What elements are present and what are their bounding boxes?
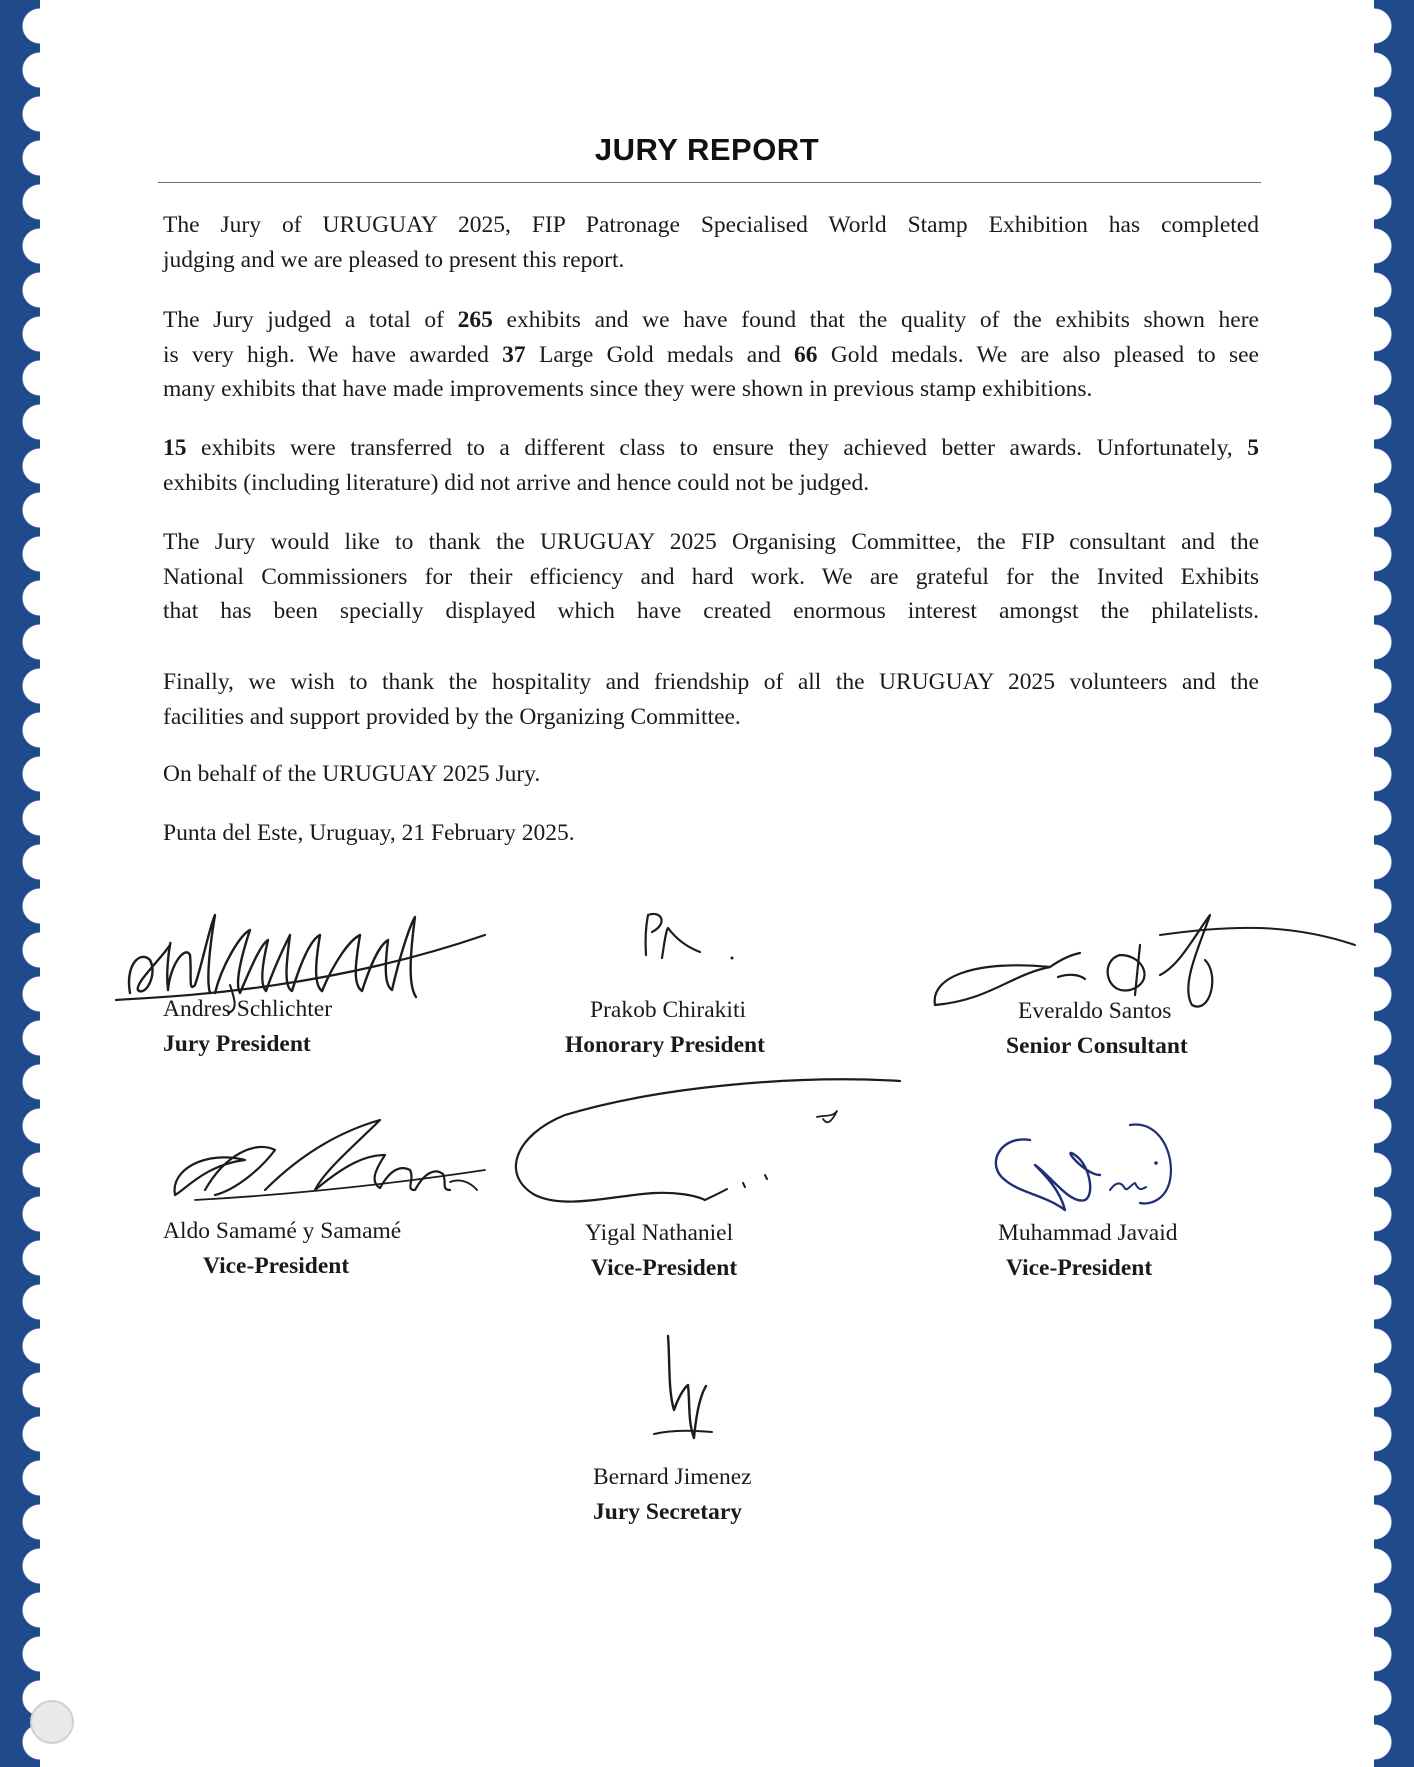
closing-line [163,757,1259,792]
paragraph-line [163,431,1259,466]
stamp-perforation-border-right [1374,0,1414,1767]
text-run: exhibits and we have found that the quality of the exhibits shown here [492,307,1259,333]
transferred-count: 15 [163,435,187,461]
signatory-name: Aldo Samamé y Samamé [163,1218,402,1244]
signatory-name: Andres Schlichter [163,996,333,1022]
document-title: JURY REPORT [594,132,820,167]
paragraph-line: judging and we are pleased to present this report. [163,246,625,273]
signatory-role: Jury Secretary [593,1499,742,1525]
paragraph-line [163,338,1259,373]
paragraph-thanks [163,525,1259,629]
paragraph-line: facilities and support provided by the Organizing Committee. [163,703,741,730]
large-gold-count: 37 [502,341,526,368]
paragraph-line [163,303,1259,338]
signature-muhammad-javaid [990,1115,1190,1225]
signatory-role: Jury President [163,1031,311,1057]
paragraph-line: exhibits (including literature) did not arrive and hence could not be judged. [163,469,870,496]
text-run: exhibits were transferred to a different class to ensure they achieved better awards. Unfortunately, [186,435,1248,461]
signature-yigal-nathaniel [505,1075,905,1215]
corner-watermark-icon [30,1700,74,1744]
paragraph-line: that has been specially displayed which have created enormous interest amongst the philatelists. [163,598,1259,624]
stamp-perforation-border-left [0,0,40,1767]
place-and-date [163,816,1259,851]
paragraph-hospitality [163,665,1259,734]
text-run: is very high. We have awarded [163,341,503,368]
gold-count: 66 [794,341,818,368]
paragraph-transfers [163,431,1259,500]
paragraph-line: Punta del Este, Uruguay, 21 February 2025. [163,820,575,846]
signature-aldo-samame [165,1110,495,1220]
signatory-name: Prakob Chirakiti [590,997,746,1023]
signatory-name: Yigal Nathaniel [585,1220,734,1246]
signatory-name: Everaldo Santos [1018,998,1172,1024]
paragraph-line: The Jury of URUGUAY 2025, FIP Patronage Specialised World Stamp Exhibition has completed [163,212,1259,238]
not-arrived-count: 5 [1247,435,1259,461]
signatory-role: Vice-President [591,1255,738,1281]
paragraph-line: On behalf of the URUGUAY 2025 Jury. [163,761,541,787]
paragraph-completion [163,208,1259,277]
signatory-name: Muhammad Javaid [998,1220,1178,1246]
text-run: Large Gold medals and [525,341,795,368]
paragraph-line: Finally, we wish to thank the hospitality and friendship of all the URUGUAY 2025 volunteers and the [163,669,1259,695]
title-divider [158,182,1261,183]
paragraph-line: National Commissioners for their efficiency and hard work. We are grateful for the Invited Exhibits [163,563,1259,590]
paragraph-line: many exhibits that have made improvements since they were shown in previous stamp exhibitions. [163,376,1093,402]
signatory-role: Vice-President [1006,1255,1153,1281]
signatory-name: Bernard Jimenez [593,1464,752,1490]
text-run: Gold medals. We are also pleased to see [817,341,1259,368]
signatory-role: Senior Consultant [1006,1033,1188,1059]
text-run: The Jury judged a total of [163,307,458,333]
exhibit-count: 265 [457,307,493,333]
signatory-role: Vice-President [203,1253,350,1279]
signatory-role: Honorary President [565,1032,765,1058]
signature-prakob-chirakiti [640,910,740,970]
signature-bernard-jimenez [650,1330,730,1450]
paragraph-line: The Jury would like to thank the URUGUAY 2025 Organising Committee, the FIP consultant and the [163,529,1259,555]
paragraph-results [163,303,1259,407]
